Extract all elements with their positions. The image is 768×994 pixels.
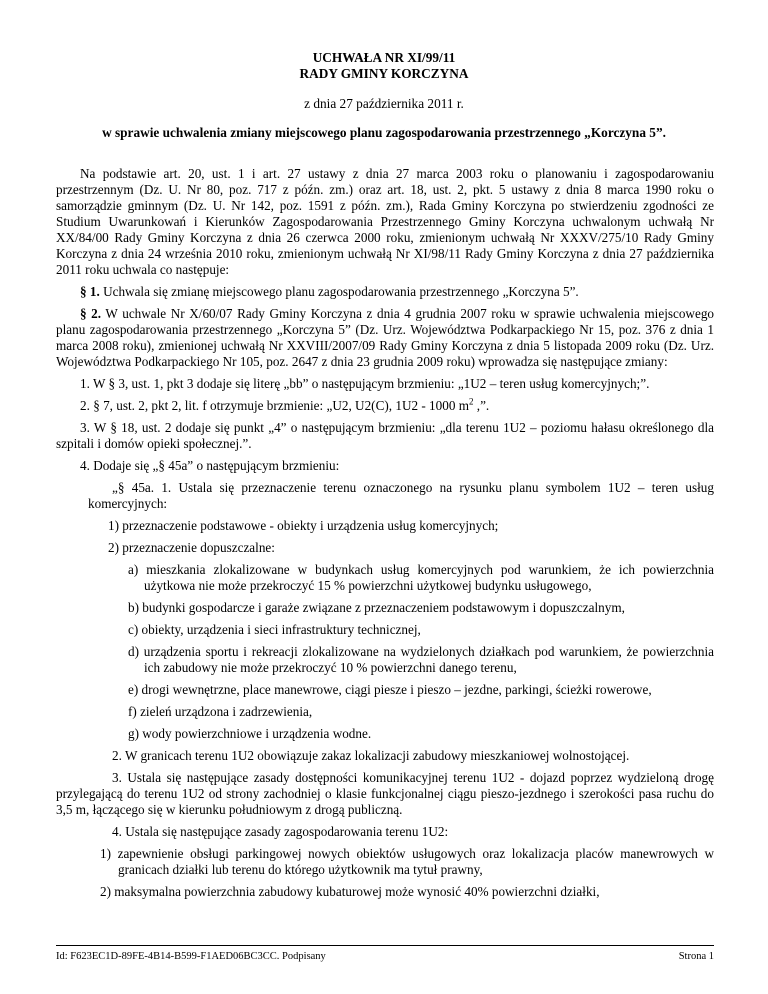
paragraph-2 — [56, 306, 714, 370]
resolution-number: UCHWAŁA NR XI/99/11 — [312, 50, 456, 65]
council-name: RADY GMINY KORCZYNA — [299, 66, 469, 81]
section-45a-1-point-2: 2) przeznaczenie dopuszczalne: — [108, 540, 275, 555]
footer-divider — [56, 945, 714, 946]
resolution-subject: w sprawie uchwalenia zmiany miejscowego planu zagospodarowania przestrzennego „Korczyna 5”. — [102, 125, 666, 140]
change-1: 1. W § 3, ust. 1, pkt 3 dodaje się literę „bb” o następującym brzmieniu: „1U2 – teren usług komercyjnych;”. — [80, 376, 650, 391]
paragraph-1-text: Uchwala się zmianę miejscowego planu zagospodarowania przestrzennego „Korczyna 5”. — [99, 284, 579, 299]
section-45a-4-point-2: 2) maksymalna powierzchnia zabudowy kubaturowej może wynosić 40% powierzchni działki, — [100, 884, 600, 899]
change-3: 3. W § 18, ust. 2 dodaje się punkt „4” o następującym brzmieniu: „dla terenu 1U2 – poziomu hałasu określonego dla szpitali i domów opieki społecznej.”. — [56, 420, 714, 451]
list-item: g) wody powierzchniowe i urządzenia wodne. — [128, 726, 372, 741]
change-2-end: ,”. — [473, 398, 490, 413]
section-45a-4: 4. Ustala się następujące zasady zagospodarowania terenu 1U2: — [112, 824, 449, 839]
section-45a-2: 2. W granicach terenu 1U2 obowiązuje zakaz lokalizacji zabudowy mieszkaniowej wolnostojącej. — [112, 748, 630, 763]
page-number: Strona 1 — [678, 951, 714, 962]
document-body — [56, 166, 714, 906]
superscript: 2 — [468, 396, 474, 407]
change-4: 4. Dodaje się „§ 45a” o następującym brzmieniu: — [80, 458, 340, 473]
change-2 — [56, 398, 714, 414]
resolution-date: z dnia 27 października 2011 r. — [304, 96, 464, 111]
list-item: b) budynki gospodarcze i garaże związane z przeznaczeniem podstawowym i dopuszczalnym, — [128, 600, 625, 615]
paragraph-1-label: § 1. — [80, 284, 100, 299]
paragraph-2-text: W uchwale Nr X/60/07 Rady Gminy Korczyna z dnia 4 grudnia 2007 roku w sprawie uchwalenia miejscowego planu zagospodarowania przestrzennego „Korczyna 5” (Dz. Urz. Województwa Podkarpackiego Nr 15, poz. 376 z dnia 1 marca 2008 roku), zmienionej uchwałą Nr XXVIII/2007/09 Rady Gminy Korczyna z dnia 5 listopada 2009 roku (Dz. Urz. Województwa Podkarpackiego Nr 105, poz. 2647 z dnia 23 grudnia 2009 roku) wprowadza się następujące zmiany: — [56, 306, 715, 369]
paragraph-1 — [56, 284, 714, 300]
list-item: f) zieleń urządzona i zadrzewienia, — [128, 704, 313, 719]
paragraph-2-label: § 2. — [80, 306, 102, 321]
section-45a-4-point-1: 1) zapewnienie obsługi parkingowej nowych obiektów usługowych oraz lokalizacja placów manewrowych w granicach działki lub terenu do którego użytkownik ma tytuł prawny, — [100, 846, 714, 877]
section-45a-1: „§ 45a. 1. Ustala się przeznaczenie terenu oznaczonego na rysunku planu symbolem 1U2 – teren usług komercyjnych: — [88, 480, 714, 511]
section-45a-1-point-1: 1) przeznaczenie podstawowe - obiekty i urządzenia usług komercyjnych; — [108, 518, 499, 533]
change-2-text: 2. § 7, ust. 2, pkt 2, lit. f otrzymuje brzmienie: „U2, U2(C), 1U2 - 1000 m — [80, 398, 469, 413]
list-item: a) mieszkania zlokalizowane w budynkach usług komercyjnych pod warunkiem, że ich powierzchnia użytkowa nie może przekroczyć 15 % powierzchni użytkowej budynku usługowego, — [128, 562, 714, 593]
list-item: e) drogi wewnętrzne, place manewrowe, ciągi piesze i pieszo – jezdne, parkingi, ścieżki rowerowe, — [128, 682, 652, 697]
document-id: Id: F623EC1D-89FE-4B14-B599-F1AED06BC3CC. Podpisany — [56, 951, 326, 962]
preamble: Na podstawie art. 20, ust. 1 i art. 27 ustawy z dnia 27 marca 2003 roku o planowaniu i zagospodarowaniu przestrzennym (Dz. U. Nr 80, poz. 717 z późn. zm.) oraz art. 18, ust. 2, pkt. 5 ustawy z dnia 8 marca 1990 roku o samorządzie gminnym (Dz. U. Nr 142, poz. 1591 z późn. zm.), Rada Gminy Korczyna po stwierdzeniu zgodności ze Studium Uwarunkowań i Kierunków Zagospodarowania Przestrzennego Gminy Korczyna uchwalonym uchwałą Nr XX/84/00 Rady Gminy Korczyna z dnia 26 czerwca 2000 roku, zmienionym uchwałą Nr XXXV/275/10 Rady Gminy Korczyna z dnia 24 września 2010 roku, zmienionym uchwałą Nr XI/98/11 Rady Gminy Korczyna z dnia 27 października 2011 roku uchwala co następuje: — [56, 166, 714, 277]
list-item: d) urządzenia sportu i rekreacji zlokalizowane na wydzielonych działkach pod warunkiem, że powierzchnia ich zabudowy nie może przekroczyć 10 % powierzchni danego terenu, — [128, 644, 714, 675]
list-item: c) obiekty, urządzenia i sieci infrastruktury technicznej, — [128, 622, 421, 637]
section-45a-3: 3. Ustala się następujące zasady dostępności komunikacyjnej terenu 1U2 - dojazd poprzez wydzieloną drogę przylegającą do terenu 1U2 od strony zachodniej o klasie funkcjonalnej ciągu pieszo-jezdnego i szerokości pasa ruchu do 3,5 m, łączącego się w kierunku południowym z drogą publiczną. — [56, 770, 714, 817]
